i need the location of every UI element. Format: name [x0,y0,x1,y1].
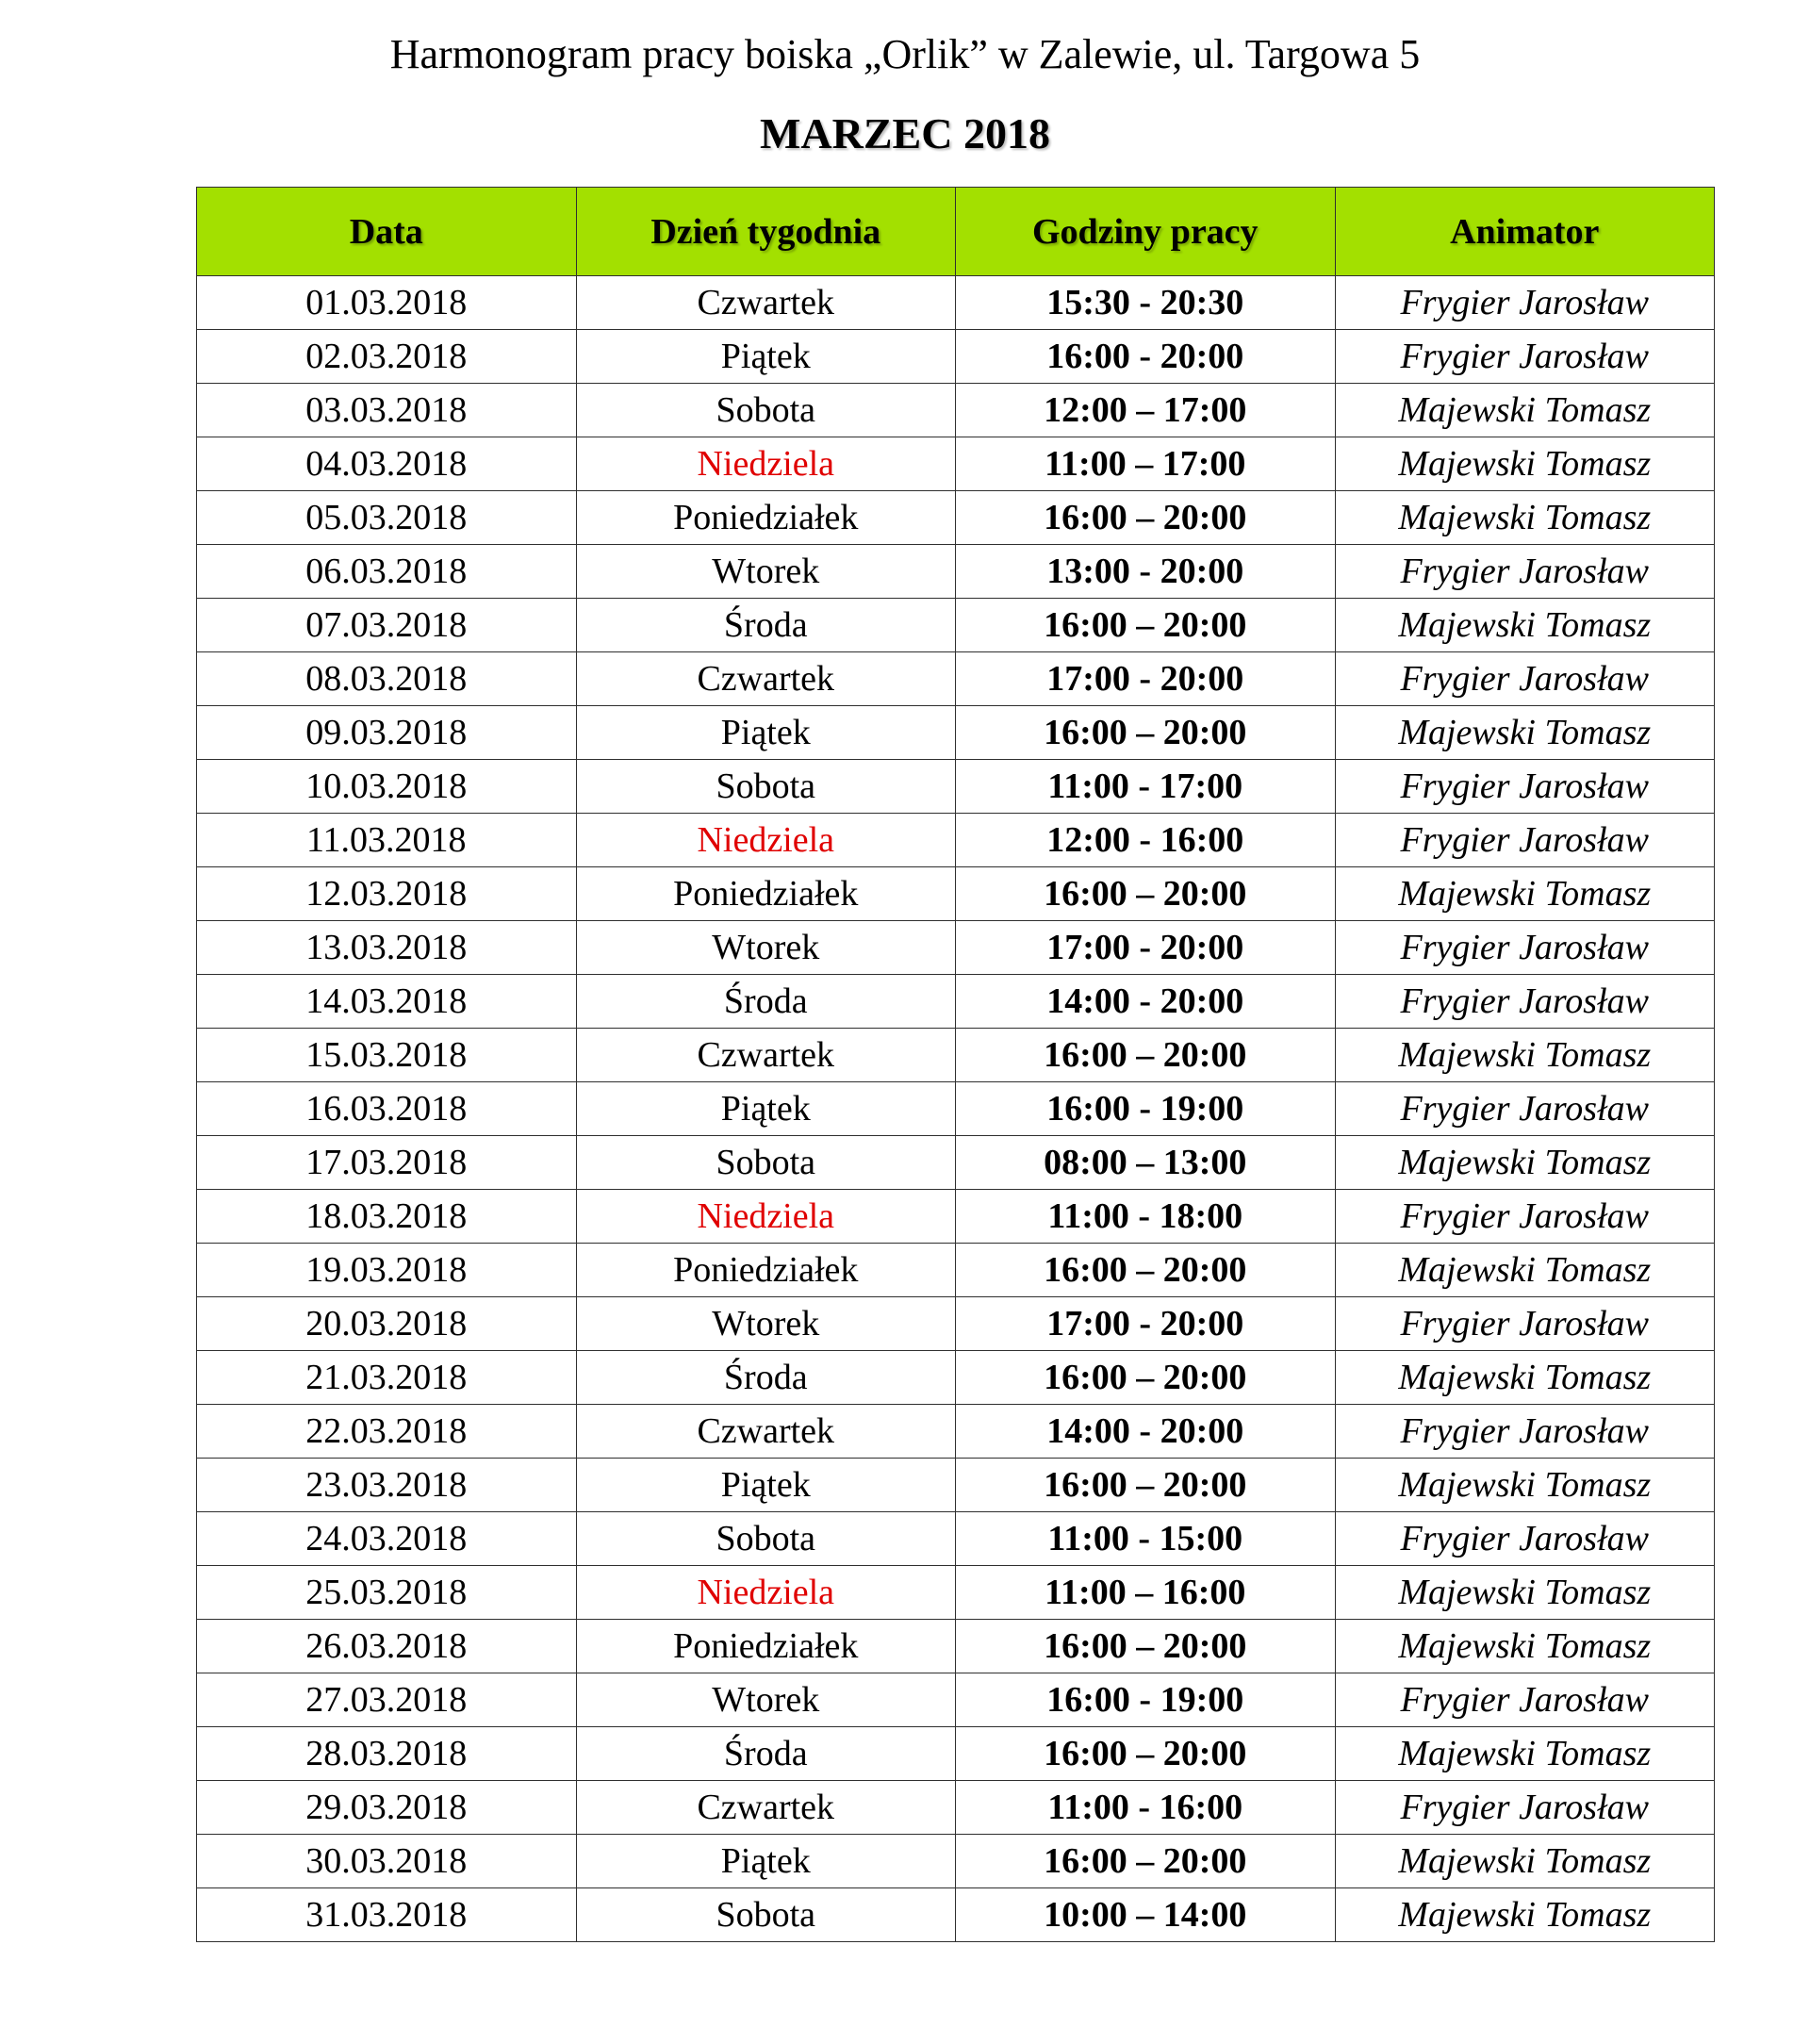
hours-cell: 08:00 – 13:00 [956,1136,1336,1190]
hours-cell: 13:00 - 20:00 [956,545,1336,599]
table-row [197,652,1715,706]
weekday-cell: Piątek [576,1835,956,1888]
hours-cell: 16:00 – 20:00 [956,1835,1336,1888]
table-body [197,276,1715,1942]
hours-cell: 17:00 - 20:00 [956,1297,1336,1351]
weekday-cell: Piątek [576,1459,956,1512]
hours-cell: 10:00 – 14:00 [956,1888,1336,1942]
weekday-cell: Wtorek [576,1673,956,1727]
animator-cell: Majewski Tomasz [1335,1888,1715,1942]
animator-cell: Majewski Tomasz [1335,1136,1715,1190]
table-row [197,975,1715,1029]
table-row [197,1727,1715,1781]
date-cell: 11.03.2018 [197,814,577,867]
weekday-cell: Sobota [576,384,956,437]
weekday-cell: Poniedziałek [576,867,956,921]
date-cell: 08.03.2018 [197,652,577,706]
animator-cell: Majewski Tomasz [1335,384,1715,437]
hours-cell: 14:00 - 20:00 [956,1405,1336,1459]
weekday-cell: Środa [576,1727,956,1781]
animator-cell: Majewski Tomasz [1335,437,1715,491]
animator-cell: Majewski Tomasz [1335,1566,1715,1620]
weekday-cell: Poniedziałek [576,1244,956,1297]
animator-cell: Majewski Tomasz [1335,1029,1715,1082]
date-cell: 05.03.2018 [197,491,577,545]
column-header-day: Dzień tygodnia [576,188,956,276]
animator-cell: Frygier Jarosław [1335,975,1715,1029]
animator-cell: Majewski Tomasz [1335,1620,1715,1673]
animator-cell: Majewski Tomasz [1335,1727,1715,1781]
table-row [197,1297,1715,1351]
date-cell: 16.03.2018 [197,1082,577,1136]
weekday-cell: Wtorek [576,921,956,975]
weekday-cell: Piątek [576,706,956,760]
weekday-cell: Sobota [576,1136,956,1190]
animator-cell: Frygier Jarosław [1335,545,1715,599]
date-cell: 01.03.2018 [197,276,577,330]
table-row [197,1082,1715,1136]
animator-cell: Frygier Jarosław [1335,814,1715,867]
weekday-cell: Środa [576,1351,956,1405]
date-cell: 12.03.2018 [197,867,577,921]
table-row [197,599,1715,652]
weekday-cell: Środa [576,599,956,652]
animator-cell: Majewski Tomasz [1335,491,1715,545]
animator-cell: Frygier Jarosław [1335,1673,1715,1727]
table-row [197,921,1715,975]
hours-cell: 12:00 – 17:00 [956,384,1336,437]
table-row [197,1351,1715,1405]
animator-cell: Frygier Jarosław [1335,1082,1715,1136]
hours-cell: 16:00 – 20:00 [956,1351,1336,1405]
weekday-cell: Niedziela [576,814,956,867]
table-row [197,1136,1715,1190]
table-row [197,1405,1715,1459]
date-cell: 19.03.2018 [197,1244,577,1297]
date-cell: 24.03.2018 [197,1512,577,1566]
table-row [197,1620,1715,1673]
weekday-cell: Czwartek [576,1405,956,1459]
date-cell: 04.03.2018 [197,437,577,491]
schedule-table [196,187,1715,1942]
hours-cell: 16:00 - 20:00 [956,330,1336,384]
animator-cell: Frygier Jarosław [1335,1297,1715,1351]
date-cell: 27.03.2018 [197,1673,577,1727]
table-row [197,1673,1715,1727]
weekday-cell: Czwartek [576,1029,956,1082]
column-header-date: Data [197,188,577,276]
date-cell: 18.03.2018 [197,1190,577,1244]
hours-cell: 16:00 - 19:00 [956,1082,1336,1136]
hours-cell: 16:00 – 20:00 [956,867,1336,921]
table-row [197,1029,1715,1082]
hours-cell: 16:00 – 20:00 [956,1620,1336,1673]
table-row [197,706,1715,760]
date-cell: 22.03.2018 [197,1405,577,1459]
table-row [197,1888,1715,1942]
table-row [197,437,1715,491]
animator-cell: Frygier Jarosław [1335,330,1715,384]
table-row [197,1459,1715,1512]
date-cell: 15.03.2018 [197,1029,577,1082]
hours-cell: 11:00 - 15:00 [956,1512,1336,1566]
hours-cell: 16:00 – 20:00 [956,491,1336,545]
animator-cell: Frygier Jarosław [1335,1190,1715,1244]
animator-cell: Frygier Jarosław [1335,760,1715,814]
date-cell: 28.03.2018 [197,1727,577,1781]
date-cell: 06.03.2018 [197,545,577,599]
hours-cell: 17:00 - 20:00 [956,921,1336,975]
table-row [197,545,1715,599]
date-cell: 25.03.2018 [197,1566,577,1620]
column-header-hours: Godziny pracy [956,188,1336,276]
hours-cell: 17:00 - 20:00 [956,652,1336,706]
hours-cell: 16:00 – 20:00 [956,1459,1336,1512]
animator-cell: Frygier Jarosław [1335,276,1715,330]
animator-cell: Majewski Tomasz [1335,867,1715,921]
date-cell: 03.03.2018 [197,384,577,437]
animator-cell: Frygier Jarosław [1335,921,1715,975]
hours-cell: 12:00 - 16:00 [956,814,1336,867]
table-header [197,188,1715,276]
table-row [197,276,1715,330]
hours-cell: 16:00 - 19:00 [956,1673,1336,1727]
table-row [197,1781,1715,1835]
hours-cell: 11:00 - 18:00 [956,1190,1336,1244]
date-cell: 10.03.2018 [197,760,577,814]
column-header-animator: Animator [1335,188,1715,276]
weekday-cell: Poniedziałek [576,491,956,545]
animator-cell: Frygier Jarosław [1335,1781,1715,1835]
hours-cell: 11:00 - 16:00 [956,1781,1336,1835]
weekday-cell: Wtorek [576,1297,956,1351]
weekday-cell: Sobota [576,1888,956,1942]
weekday-cell: Niedziela [576,1190,956,1244]
animator-cell: Frygier Jarosław [1335,652,1715,706]
hours-cell: 16:00 – 20:00 [956,1029,1336,1082]
animator-cell: Majewski Tomasz [1335,1244,1715,1297]
date-cell: 17.03.2018 [197,1136,577,1190]
table-row [197,760,1715,814]
weekday-cell: Czwartek [576,652,956,706]
animator-cell: Frygier Jarosław [1335,1405,1715,1459]
weekday-cell: Wtorek [576,545,956,599]
table-row [197,384,1715,437]
date-cell: 21.03.2018 [197,1351,577,1405]
table-row [197,1512,1715,1566]
table-row [197,1244,1715,1297]
date-cell: 09.03.2018 [197,706,577,760]
hours-cell: 11:00 – 16:00 [956,1566,1336,1620]
weekday-cell: Niedziela [576,437,956,491]
animator-cell: Majewski Tomasz [1335,706,1715,760]
date-cell: 13.03.2018 [197,921,577,975]
document-title: Harmonogram pracy boiska „Orlik” w Zalewie, ul. Targowa 5 [389,31,1421,77]
weekday-cell: Niedziela [576,1566,956,1620]
date-cell: 23.03.2018 [197,1459,577,1512]
hours-cell: 15:30 - 20:30 [956,276,1336,330]
date-cell: 07.03.2018 [197,599,577,652]
weekday-cell: Czwartek [576,1781,956,1835]
table-row [197,814,1715,867]
table-row [197,1566,1715,1620]
weekday-cell: Sobota [576,1512,956,1566]
weekday-cell: Sobota [576,760,956,814]
date-cell: 14.03.2018 [197,975,577,1029]
hours-cell: 14:00 - 20:00 [956,975,1336,1029]
date-cell: 26.03.2018 [197,1620,577,1673]
date-cell: 30.03.2018 [197,1835,577,1888]
date-cell: 31.03.2018 [197,1888,577,1942]
hours-cell: 11:00 - 17:00 [956,760,1336,814]
table-row [197,1835,1715,1888]
table-row [197,1190,1715,1244]
table-row [197,867,1715,921]
date-cell: 02.03.2018 [197,330,577,384]
date-cell: 29.03.2018 [197,1781,577,1835]
weekday-cell: Środa [576,975,956,1029]
animator-cell: Frygier Jarosław [1335,1512,1715,1566]
date-cell: 20.03.2018 [197,1297,577,1351]
weekday-cell: Piątek [576,330,956,384]
hours-cell: 16:00 – 20:00 [956,706,1336,760]
header-row [197,188,1715,276]
weekday-cell: Poniedziałek [576,1620,956,1673]
hours-cell: 16:00 – 20:00 [956,1727,1336,1781]
weekday-cell: Piątek [576,1082,956,1136]
hours-cell: 16:00 – 20:00 [956,1244,1336,1297]
table-row [197,330,1715,384]
hours-cell: 16:00 – 20:00 [956,599,1336,652]
weekday-cell: Czwartek [576,276,956,330]
animator-cell: Majewski Tomasz [1335,1351,1715,1405]
animator-cell: Majewski Tomasz [1335,1835,1715,1888]
hours-cell: 11:00 – 17:00 [956,437,1336,491]
animator-cell: Majewski Tomasz [1335,1459,1715,1512]
table-row [197,491,1715,545]
month-heading: MARZEC 2018 [760,109,1050,157]
animator-cell: Majewski Tomasz [1335,599,1715,652]
